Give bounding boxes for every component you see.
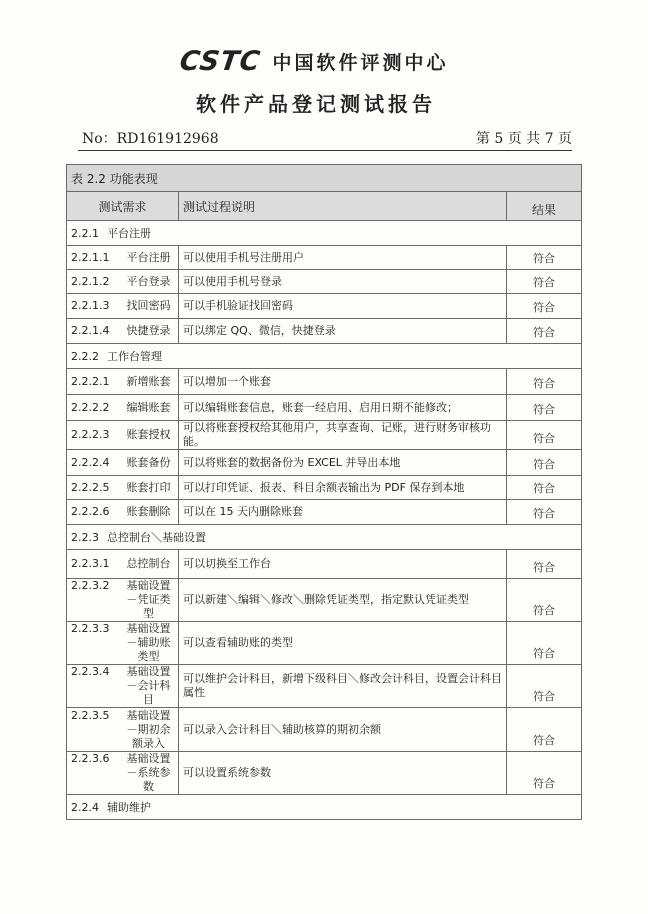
result-cell: 符合 (507, 395, 582, 421)
result-cell: 符合 (507, 550, 582, 579)
requirement-number: 2.2.3.6 (71, 752, 110, 765)
description-cell: 可以将账套授权给其他用户，共享查询、记账，进行财务审核功能。 (179, 421, 507, 450)
requirement-wrap (71, 456, 174, 470)
requirement-cell (67, 708, 179, 752)
requirement-name: 找回密码 (126, 299, 171, 312)
result-cell: 符合 (507, 665, 582, 708)
table-caption: 表 2.2 功能表现 (67, 165, 582, 192)
description-cell: 可以在 15 天内删除账套 (179, 500, 507, 525)
organization-name: 中国软件评测中心 (272, 51, 449, 74)
requirement-name: 账套授权 (126, 428, 171, 441)
requirement-wrap (71, 251, 174, 265)
requirement-number: 2.2.1.1 (71, 250, 110, 264)
result-cell: 符合 (507, 270, 582, 294)
requirement-wrap (71, 709, 174, 751)
requirement-number: 2.2.3.5 (71, 708, 110, 722)
table-row (67, 395, 582, 421)
description-cell: 可以增加一个账套 (179, 369, 507, 395)
requirement-cell (67, 246, 179, 270)
requirement-cell (67, 369, 179, 395)
requirement-wrap (71, 557, 174, 571)
requirement-number: 2.2.2.5 (71, 480, 110, 494)
description-cell: 可以维护会计科目，新增下级科目＼修改会计科目，设置会计科目属性 (179, 665, 507, 708)
table-row (67, 319, 582, 344)
requirement-wrap (71, 505, 174, 519)
description-cell: 可以切换至工作台 (179, 550, 507, 579)
description-cell: 可以打印凭证、报表、科目余额表输出为 PDF 保存到本地 (179, 476, 507, 500)
description-cell: 可以新建＼编辑＼修改＼删除凭证类型，指定默认凭证类型 (179, 579, 507, 622)
requirement-name: 快捷登录 (126, 324, 171, 337)
result-cell: 符合 (507, 369, 582, 395)
requirement-cell (67, 450, 179, 476)
requirement-cell (67, 294, 179, 319)
requirement-number: 2.2.1.2 (71, 274, 110, 288)
description-cell: 可以查看辅助账的类型 (179, 622, 507, 665)
report-meta (78, 122, 572, 151)
requirement-cell (67, 752, 179, 795)
requirement-cell (67, 270, 179, 294)
table-row (67, 270, 582, 294)
requirement-wrap (71, 622, 174, 664)
requirement-name: 基础设置－系统参数 (126, 752, 171, 793)
requirement-name: 平台登录 (126, 274, 171, 288)
section-title: 平台注册 (107, 227, 151, 240)
result-cell: 符合 (507, 421, 582, 450)
result-cell: 符合 (507, 752, 582, 795)
report-number: No：RD161912968 (82, 131, 219, 147)
requirement-cell (67, 665, 179, 708)
requirement-wrap (71, 375, 174, 389)
description-cell: 可以使用手机号注册用户 (179, 246, 507, 270)
table-row (67, 421, 582, 450)
section-row (67, 344, 582, 369)
description-cell: 可以设置系统参数 (179, 752, 507, 795)
column-header-result: 结果 (507, 192, 582, 221)
section-number: 2.2.3 (71, 531, 99, 544)
section-number: 2.2.2 (71, 350, 99, 363)
section-heading (67, 344, 582, 369)
result-cell: 符合 (507, 319, 582, 344)
table-row (67, 246, 582, 270)
requirement-cell (67, 395, 179, 421)
table-header-row (67, 192, 582, 221)
table-row (67, 579, 582, 622)
requirement-number: 2.2.1.4 (71, 324, 110, 337)
section-title: 辅助维护 (107, 801, 151, 814)
requirement-number: 2.2.2.2 (71, 400, 110, 414)
section-title: 工作台管理 (107, 350, 162, 363)
requirement-cell (67, 579, 179, 622)
requirement-wrap (71, 299, 174, 313)
column-header-description: 测试过程说明 (179, 192, 507, 221)
requirement-cell (67, 319, 179, 344)
result-cell: 符合 (507, 708, 582, 752)
section-number: 2.2.4 (71, 801, 99, 814)
requirement-name: 账套备份 (126, 455, 171, 469)
section-number: 2.2.1 (71, 227, 99, 240)
table-row (67, 500, 582, 525)
requirement-name: 编辑账套 (126, 400, 171, 414)
result-cell: 符合 (507, 294, 582, 319)
table-row (67, 752, 582, 795)
requirement-cell (67, 476, 179, 500)
requirement-number: 2.2.2.4 (71, 455, 110, 469)
requirement-number: 2.2.3.2 (71, 579, 110, 592)
requirement-name: 平台注册 (126, 250, 171, 264)
requirement-number: 2.2.2.6 (71, 505, 110, 518)
requirement-cell (67, 622, 179, 665)
cstc-logo: CSTC (177, 45, 263, 77)
requirement-wrap (71, 428, 174, 442)
description-cell: 可以将账套的数据备份为 EXCEL 并导出本地 (179, 450, 507, 476)
description-cell: 可以编辑账套信息，账套一经启用、启用日期不能修改； (179, 395, 507, 421)
requirement-name: 基础设置－辅助账类型 (126, 622, 171, 663)
result-cell: 符合 (507, 579, 582, 622)
report-header (177, 44, 500, 78)
requirement-name: 总控制台 (126, 557, 171, 570)
requirement-number: 2.2.2.1 (71, 374, 110, 388)
requirement-cell (67, 550, 179, 579)
requirement-number: 2.2.2.3 (71, 428, 110, 441)
requirement-name: 账套打印 (126, 480, 171, 494)
result-cell: 符合 (507, 622, 582, 665)
section-heading (67, 525, 582, 550)
requirement-number: 2.2.3.1 (71, 557, 110, 570)
requirement-wrap (71, 324, 174, 338)
page-info: 第 5 页 共 7 页 (475, 131, 572, 147)
function-table (66, 164, 582, 820)
requirement-number: 2.2.3.4 (71, 665, 110, 678)
requirement-number: 2.2.1.3 (71, 299, 110, 312)
requirement-name: 基础设置－期初余额录入 (126, 708, 171, 750)
section-row (67, 221, 582, 246)
table-row (67, 476, 582, 500)
section-row (67, 525, 582, 550)
requirement-wrap (71, 752, 174, 794)
requirement-wrap (71, 481, 174, 495)
table-row (67, 294, 582, 319)
section-heading (67, 221, 582, 246)
requirement-name: 基础设置－会计科目 (126, 665, 171, 706)
section-row (67, 795, 582, 820)
requirement-number: 2.2.3.3 (71, 622, 110, 635)
table-row (67, 450, 582, 476)
requirement-wrap (71, 579, 174, 621)
section-title: 总控制台＼基础设置 (107, 531, 206, 544)
requirement-wrap (71, 275, 174, 289)
description-cell: 可以绑定 QQ、微信，快捷登录 (179, 319, 507, 344)
description-cell: 可以使用手机号登录 (179, 270, 507, 294)
table-caption-row (67, 165, 582, 192)
result-cell: 符合 (507, 500, 582, 525)
table-row (67, 550, 582, 579)
description-cell: 可以手机验证找回密码 (179, 294, 507, 319)
requirement-wrap (71, 401, 174, 415)
table-row (67, 708, 582, 752)
requirement-cell (67, 500, 179, 525)
column-header-requirement: 测试需求 (67, 192, 179, 221)
result-cell: 符合 (507, 476, 582, 500)
result-cell: 符合 (507, 246, 582, 270)
result-cell: 符合 (507, 450, 582, 476)
requirement-cell (67, 421, 179, 450)
report-title: 软件产品登记测试报告 (196, 92, 436, 116)
table-row (67, 369, 582, 395)
requirement-name: 账套删除 (126, 505, 171, 518)
section-heading (67, 795, 582, 820)
table-row (67, 665, 582, 708)
table-row (67, 622, 582, 665)
requirement-name: 新增账套 (126, 374, 171, 388)
requirement-wrap (71, 665, 174, 707)
description-cell: 可以录入会计科目＼辅助核算的期初余额 (179, 708, 507, 752)
requirement-name: 基础设置－凭证类型 (126, 579, 171, 620)
